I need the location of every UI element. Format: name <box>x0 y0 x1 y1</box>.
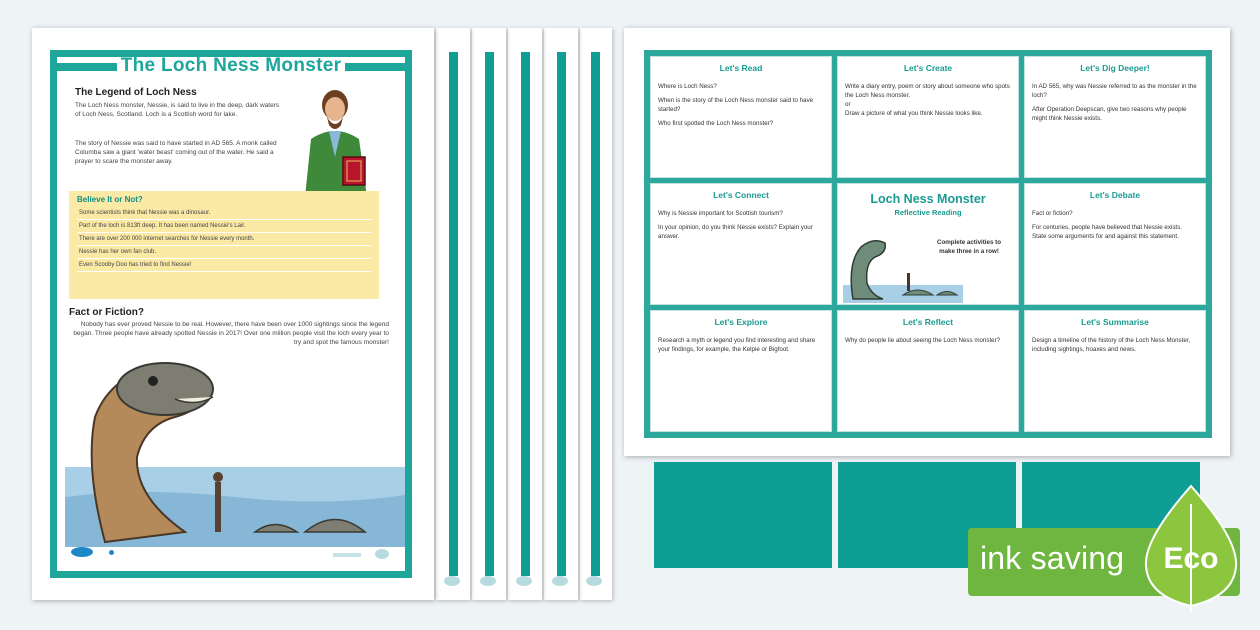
fact-paragraph: Nobody has ever proved Nessie to be real. However, there have been over 1000 sightings since the legend began. Three people have already spotted Nessie in 2017! Over one million people visit the loch every year to try and spot the famous monster! <box>73 321 389 346</box>
center-title: Loch Ness Monster <box>870 192 986 206</box>
footer-logo-icon <box>516 576 532 586</box>
stacked-page-2 <box>472 28 506 600</box>
believe-item: There are over 200 000 internet searches for Nessie every month. <box>77 233 371 246</box>
footer-logo-icon <box>444 576 460 586</box>
believe-item: Nessie has her own fan club. <box>77 246 371 259</box>
activity-card-connect <box>650 183 832 305</box>
teal-border-strip <box>521 52 530 576</box>
card-line: For centuries, people have believed that Nessie exists. State some arguments for and against this statement. <box>1032 224 1182 240</box>
footer-logo-icon <box>480 576 496 586</box>
card-title: Let's Debate <box>1089 190 1141 200</box>
teal-border-strip <box>449 52 458 576</box>
believe-item: Even Scooby Doo has tried to find Nessie! <box>77 259 371 272</box>
teal-back-card-1 <box>654 462 832 568</box>
footer-url-mark <box>333 553 361 557</box>
activity-grid-page <box>624 28 1230 456</box>
card-title: Let's Dig Deeper! <box>1080 63 1150 73</box>
believe-item: Part of the loch is 813ft deep. It has been named Nessie's Lair. <box>77 220 371 233</box>
card-line: or <box>845 101 851 108</box>
activity-card-read <box>650 56 832 178</box>
teal-border-strip <box>485 52 494 576</box>
legend-paragraph-1: The Loch Ness monster, Nessie, is said to live in the deep, dark waters of Loch Ness, Scotland. Loch is a Scottish word for lake. <box>75 102 280 118</box>
activity-card-dig-deeper <box>1024 56 1206 178</box>
footer-logo-icon <box>552 576 568 586</box>
card-line: Research a myth or legend you find interesting and share your findings, for example, the Kelpie or Bigfoot. <box>658 337 816 353</box>
card-line: Write a diary entry, poem or story about someone who spots the Loch Ness monster. <box>845 83 1010 99</box>
legend-heading: The Legend of Loch Ness <box>75 87 197 98</box>
card-title: Let's Explore <box>714 317 768 327</box>
worksheet-footer <box>57 531 405 571</box>
ink-saving-label: ink saving <box>980 540 1125 576</box>
worksheet-frame <box>50 50 412 578</box>
stacked-page-5 <box>580 28 612 600</box>
center-subtitle: Reflective Reading <box>894 208 962 217</box>
legend-paragraph-2: The story of Nessie was said to have started in AD 565. A monk called Columba saw a giant 'water beast' coming out of the water. He said a prayer to scare the monster away. <box>75 140 277 165</box>
card-line: In your opinion, do you think Nessie exists? Explain your answer. <box>658 224 813 240</box>
footer-dot-icon <box>109 550 114 555</box>
title-bar <box>57 57 405 79</box>
stacked-page-4 <box>544 28 578 600</box>
nessie-illustration <box>65 347 405 547</box>
fact-heading: Fact or Fiction? <box>69 307 144 318</box>
teal-border-strip <box>557 52 566 576</box>
stacked-page-1 <box>436 28 470 600</box>
center-instruction: Complete activities to make three in a row! <box>937 239 1001 255</box>
activity-card-reflect <box>837 310 1019 432</box>
card-line: Who first spotted the Loch Ness monster? <box>658 120 774 127</box>
believe-title: Believe It or Not? <box>77 195 143 204</box>
monk-illustration <box>285 87 385 197</box>
card-line: Design a timeline of the history of the Loch Ness Monster, including sightings, hoaxes and news. <box>1032 337 1191 353</box>
page-title: The Loch Ness Monster <box>120 55 342 76</box>
activity-card-explore <box>650 310 832 432</box>
footer-logo-icon <box>375 549 389 559</box>
card-line: Why is Nessie important for Scottish tourism? <box>658 210 783 217</box>
card-title: Let's Connect <box>713 190 769 200</box>
card-title: Let's Reflect <box>902 317 954 327</box>
card-line: Draw a picture of what you think Nessie looks like. <box>845 110 983 117</box>
center-title-card <box>837 183 1019 305</box>
activity-card-create <box>837 56 1019 178</box>
card-line: Why do people lie about seeing the Loch Ness monster? <box>845 337 1001 344</box>
teal-border-strip <box>591 52 600 576</box>
stacked-page-3 <box>508 28 542 600</box>
twinkl-logo <box>71 547 93 557</box>
card-line: In AD 565, why was Nessie referred to as the monster in the loch? <box>1032 83 1197 99</box>
worksheet-page <box>32 28 434 600</box>
activity-grid <box>644 50 1212 438</box>
card-title: Let's Summarise <box>1081 317 1149 327</box>
card-title: Let's Create <box>903 63 953 73</box>
card-title: Let's Read <box>719 63 763 73</box>
card-line: Fact or fiction? <box>1032 210 1073 217</box>
believe-item: Some scientists think that Nessie was a dinosaur. <box>77 207 371 220</box>
activity-card-debate <box>1024 183 1206 305</box>
card-line: Where is Loch Ness? <box>658 83 717 90</box>
footer-logo-icon <box>586 576 602 586</box>
card-line: After Operation Deepscan, give two reasons why people might think Nessie exists. <box>1032 106 1187 122</box>
eco-label: Eco <box>1163 542 1219 575</box>
activity-card-summarise <box>1024 310 1206 432</box>
believe-it-box <box>69 191 379 299</box>
card-line: When is the story of the Loch Ness monster said to have started? <box>658 97 814 113</box>
